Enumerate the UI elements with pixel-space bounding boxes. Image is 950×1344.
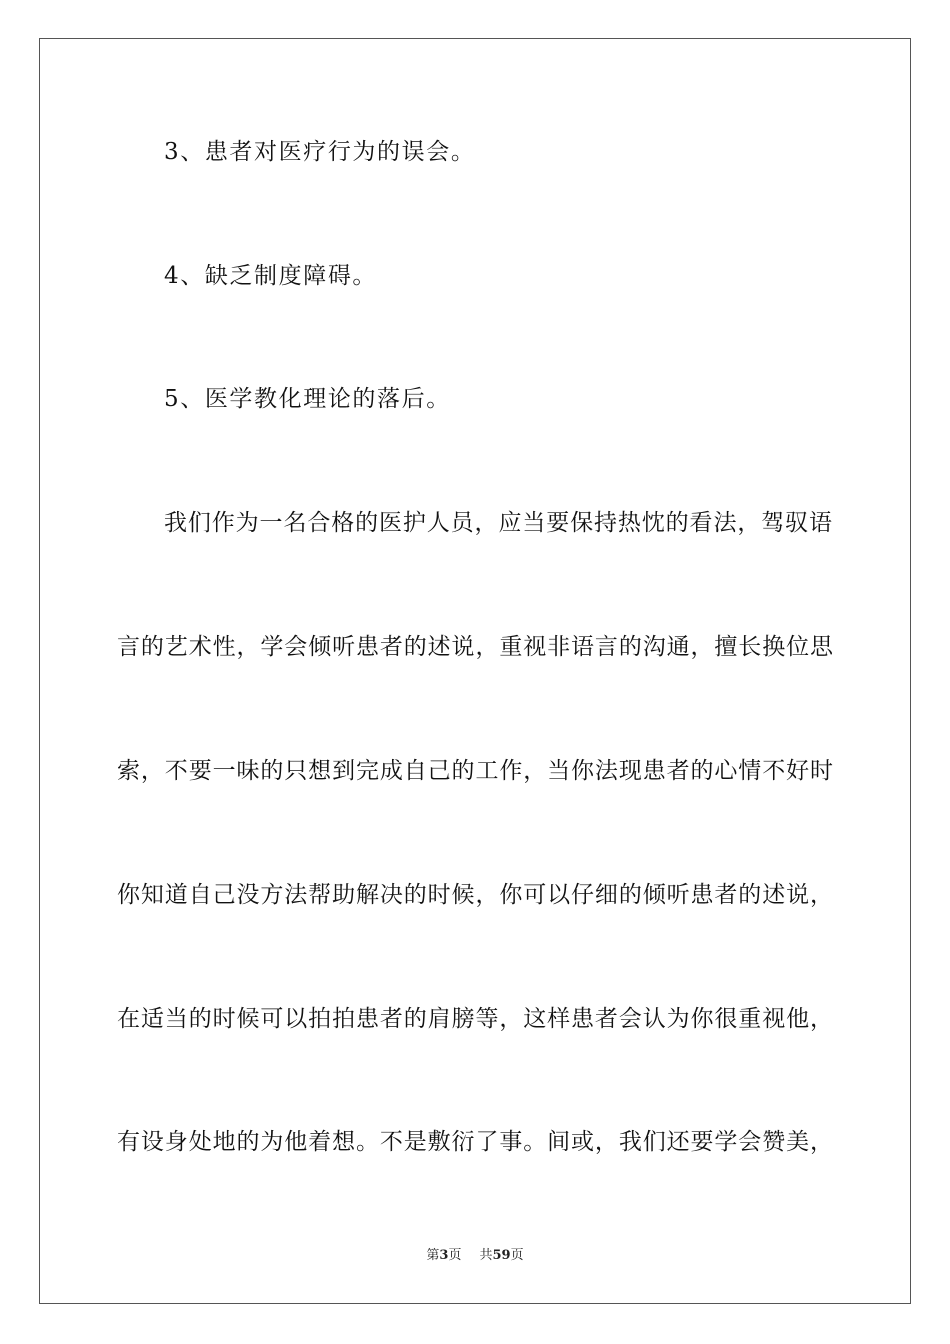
footer-page-prefix: 第	[426, 1248, 440, 1263]
footer-page-number: 3	[439, 1248, 449, 1263]
list-item-4: 4、缺乏制度障碍。	[164, 263, 378, 289]
paragraph-line-5: 在适当的时候可以拍拍患者的肩膀等，这样患者会认为你很重视他，	[117, 1006, 833, 1032]
paragraph-line-3: 索，不要一味的只想到完成自己的工作，当你法现患者的心情不好时	[117, 758, 833, 784]
paragraph-line-1: 我们作为一名合格的医护人员，应当要保持热忱的看法，驾驭语	[164, 510, 832, 536]
footer-total-pages: 59	[492, 1248, 511, 1263]
paragraph-line-6: 有设身处地的为他着想。不是敷衍了事。间或，我们还要学会赞美，	[117, 1129, 833, 1155]
list-item-5: 5、医学教化理论的落后。	[164, 386, 451, 412]
footer-total-prefix: 共	[479, 1248, 493, 1263]
paragraph-line-2: 言的艺术性，学会倾听患者的述说，重视非语言的沟通，擅长换位思	[117, 634, 833, 660]
list-item-3: 3、患者对医疗行为的误会。	[164, 139, 476, 165]
page-border	[39, 38, 911, 1304]
paragraph-line-4: 你知道自己没方法帮助解决的时候，你可以仔细的倾听患者的述说，	[117, 882, 833, 908]
footer-total-suffix: 页	[510, 1248, 524, 1263]
page-footer	[0, 1247, 950, 1265]
footer-page-suffix: 页	[448, 1248, 462, 1263]
